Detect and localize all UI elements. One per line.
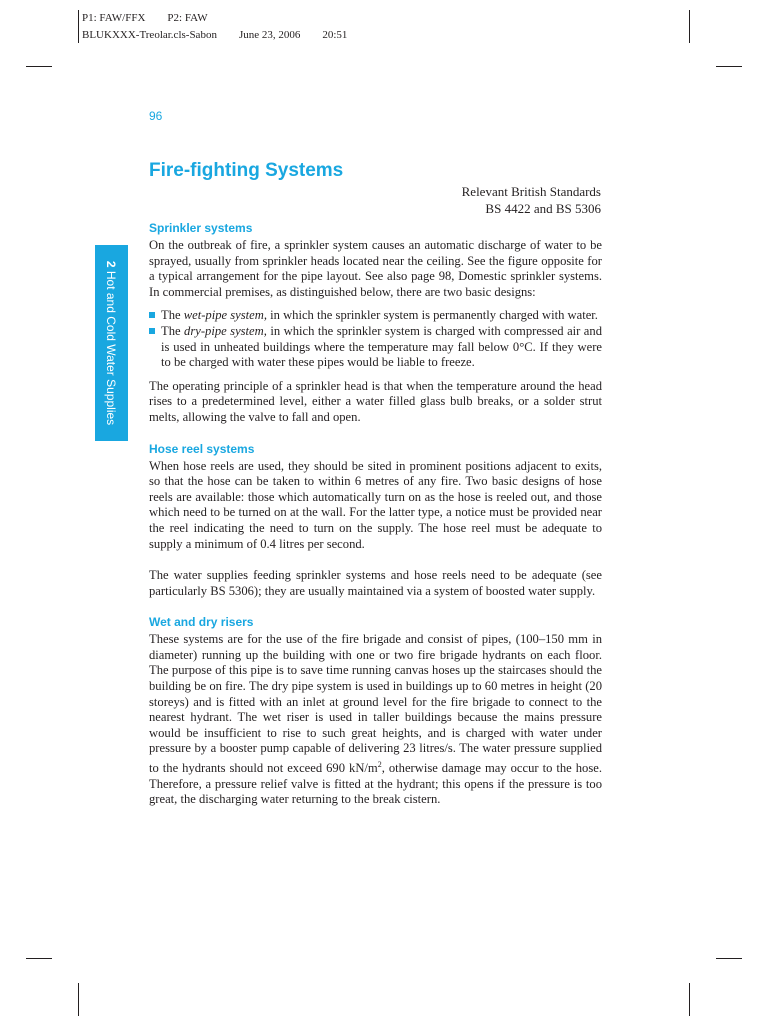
heading-wet-dry-risers: Wet and dry risers [149, 615, 254, 630]
list-item-dry-pipe [149, 324, 602, 371]
list-item-wet-pipe [149, 308, 602, 324]
page-title: Fire-fighting Systems [149, 160, 344, 181]
risers-text-part-2: , otherwise damage may occur to the hose. Therefore, a pressure relief valve is fitted at the hydrant; this opens if the pressure is too great, the discharging water returning to the break cistern. [149, 761, 602, 807]
crop-mark-top-left-horizontal [26, 66, 52, 67]
section-tab-number: 2 [104, 260, 118, 268]
sprinkler-designs-list [149, 308, 602, 370]
bullet-square-icon [149, 328, 155, 334]
bullet-prefix: The [161, 323, 185, 338]
crop-mark-top-left-vertical [78, 10, 79, 43]
bullet-text: in which the sprinkler system is charged with compressed air and is used in unheated buildings where the temperature may fall below 0°C. If they were to be charged with water these pipes would be liable to freeze. [161, 323, 602, 370]
body-text-column [149, 221, 602, 808]
risers-text-part-1: These systems are for the use of the fire brigade and consist of pipes, (100–150 mm in diameter) running up the building with one or two fire brigade hydrants on each floor. The purpose of this pipe is to save time running canvas hoses up the staircases should the building be on fire. The dry pipe system is used in buildings up to 60 metres in height (20 storeys) and is fitted with an inlet at ground level for the fire brigade to connect to the nearest hydrant. The wet riser is used in taller buildings because the mains pressure would be insufficient to rise to such great heights, and is charged with water under pressure by a booster pump capable of delivering 23 litres/s. The water pressure supplied to the hydrants should not exceed 690 kN/m [149, 632, 602, 776]
crop-mark-top-right-vertical [689, 10, 690, 43]
printer-header-line-1: P1: FAW/FFX P2: FAW [82, 12, 208, 24]
bullet-term: dry-pipe system, [184, 323, 267, 338]
water-supplies-paragraph: The water supplies feeding sprinkler systems and hose reels need to be adequate (see particularly BS 5306); they are usually maintained via a system of boosted water supply. [149, 568, 602, 598]
bullet-square-icon [149, 312, 155, 318]
hose-reel-paragraph: When hose reels are used, they should be sited in prominent positions adjacent to exits, so that the hose can be taken to within 6 metres of any fire. Two basic designs of hose reels are available: those which automatically turn on as the hose is reeled out, and those which need to be turned on at the wall. For the latter type, a notice must be provided near the reel indicating the need to turn on the supply. The hose reel must be adequate to supply a minimum of 0.4 litres per second. [149, 458, 602, 551]
risers-paragraph [149, 632, 602, 808]
printer-header-line-2: BLUKXXX-Treolar.cls-Sabon June 23, 2006 20:51 [82, 29, 348, 41]
sprinkler-principle-paragraph: The operating principle of a sprinkler head is that when the temperature around the head rises to a predetermined level, either a water filled glass bulb breaks, or a solder strut melts, allowing the valve to fall and open. [149, 378, 602, 424]
section-tab-label: Hot and Cold Water Supplies [104, 270, 118, 426]
crop-mark-bottom-right-vertical [689, 983, 690, 1016]
relevant-standards [462, 183, 601, 217]
page-number: 96 [149, 109, 163, 123]
bullet-prefix: The [161, 308, 184, 323]
bullet-text: in which the sprinkler system is permanently charged with water. [266, 308, 598, 323]
crop-mark-bottom-left-vertical [78, 983, 79, 1016]
section-tab [95, 245, 128, 441]
crop-mark-top-right-horizontal [716, 66, 742, 67]
crop-mark-bottom-right-horizontal [716, 958, 742, 959]
sprinkler-intro-paragraph: On the outbreak of fire, a sprinkler system causes an automatic discharge of water to be sprayed, usually from sprinkler heads located near the ceiling. See the figure opposite for a typical arrangement for the pipe layout. See also page 98, Domestic sprinkler systems. In commercial premises, as distinguished below, there are two basic designs: [149, 238, 602, 299]
heading-sprinkler-systems: Sprinkler systems [149, 221, 253, 235]
section-tab-text [104, 261, 118, 425]
unit-superscript: 2 [377, 760, 382, 770]
bullet-term: wet-pipe system, [183, 308, 267, 323]
crop-mark-bottom-left-horizontal [26, 958, 52, 959]
standards-list: BS 4422 and BS 5306 [485, 201, 601, 216]
standards-label: Relevant British Standards [461, 184, 601, 199]
heading-hose-reel-systems: Hose reel systems [149, 441, 255, 456]
